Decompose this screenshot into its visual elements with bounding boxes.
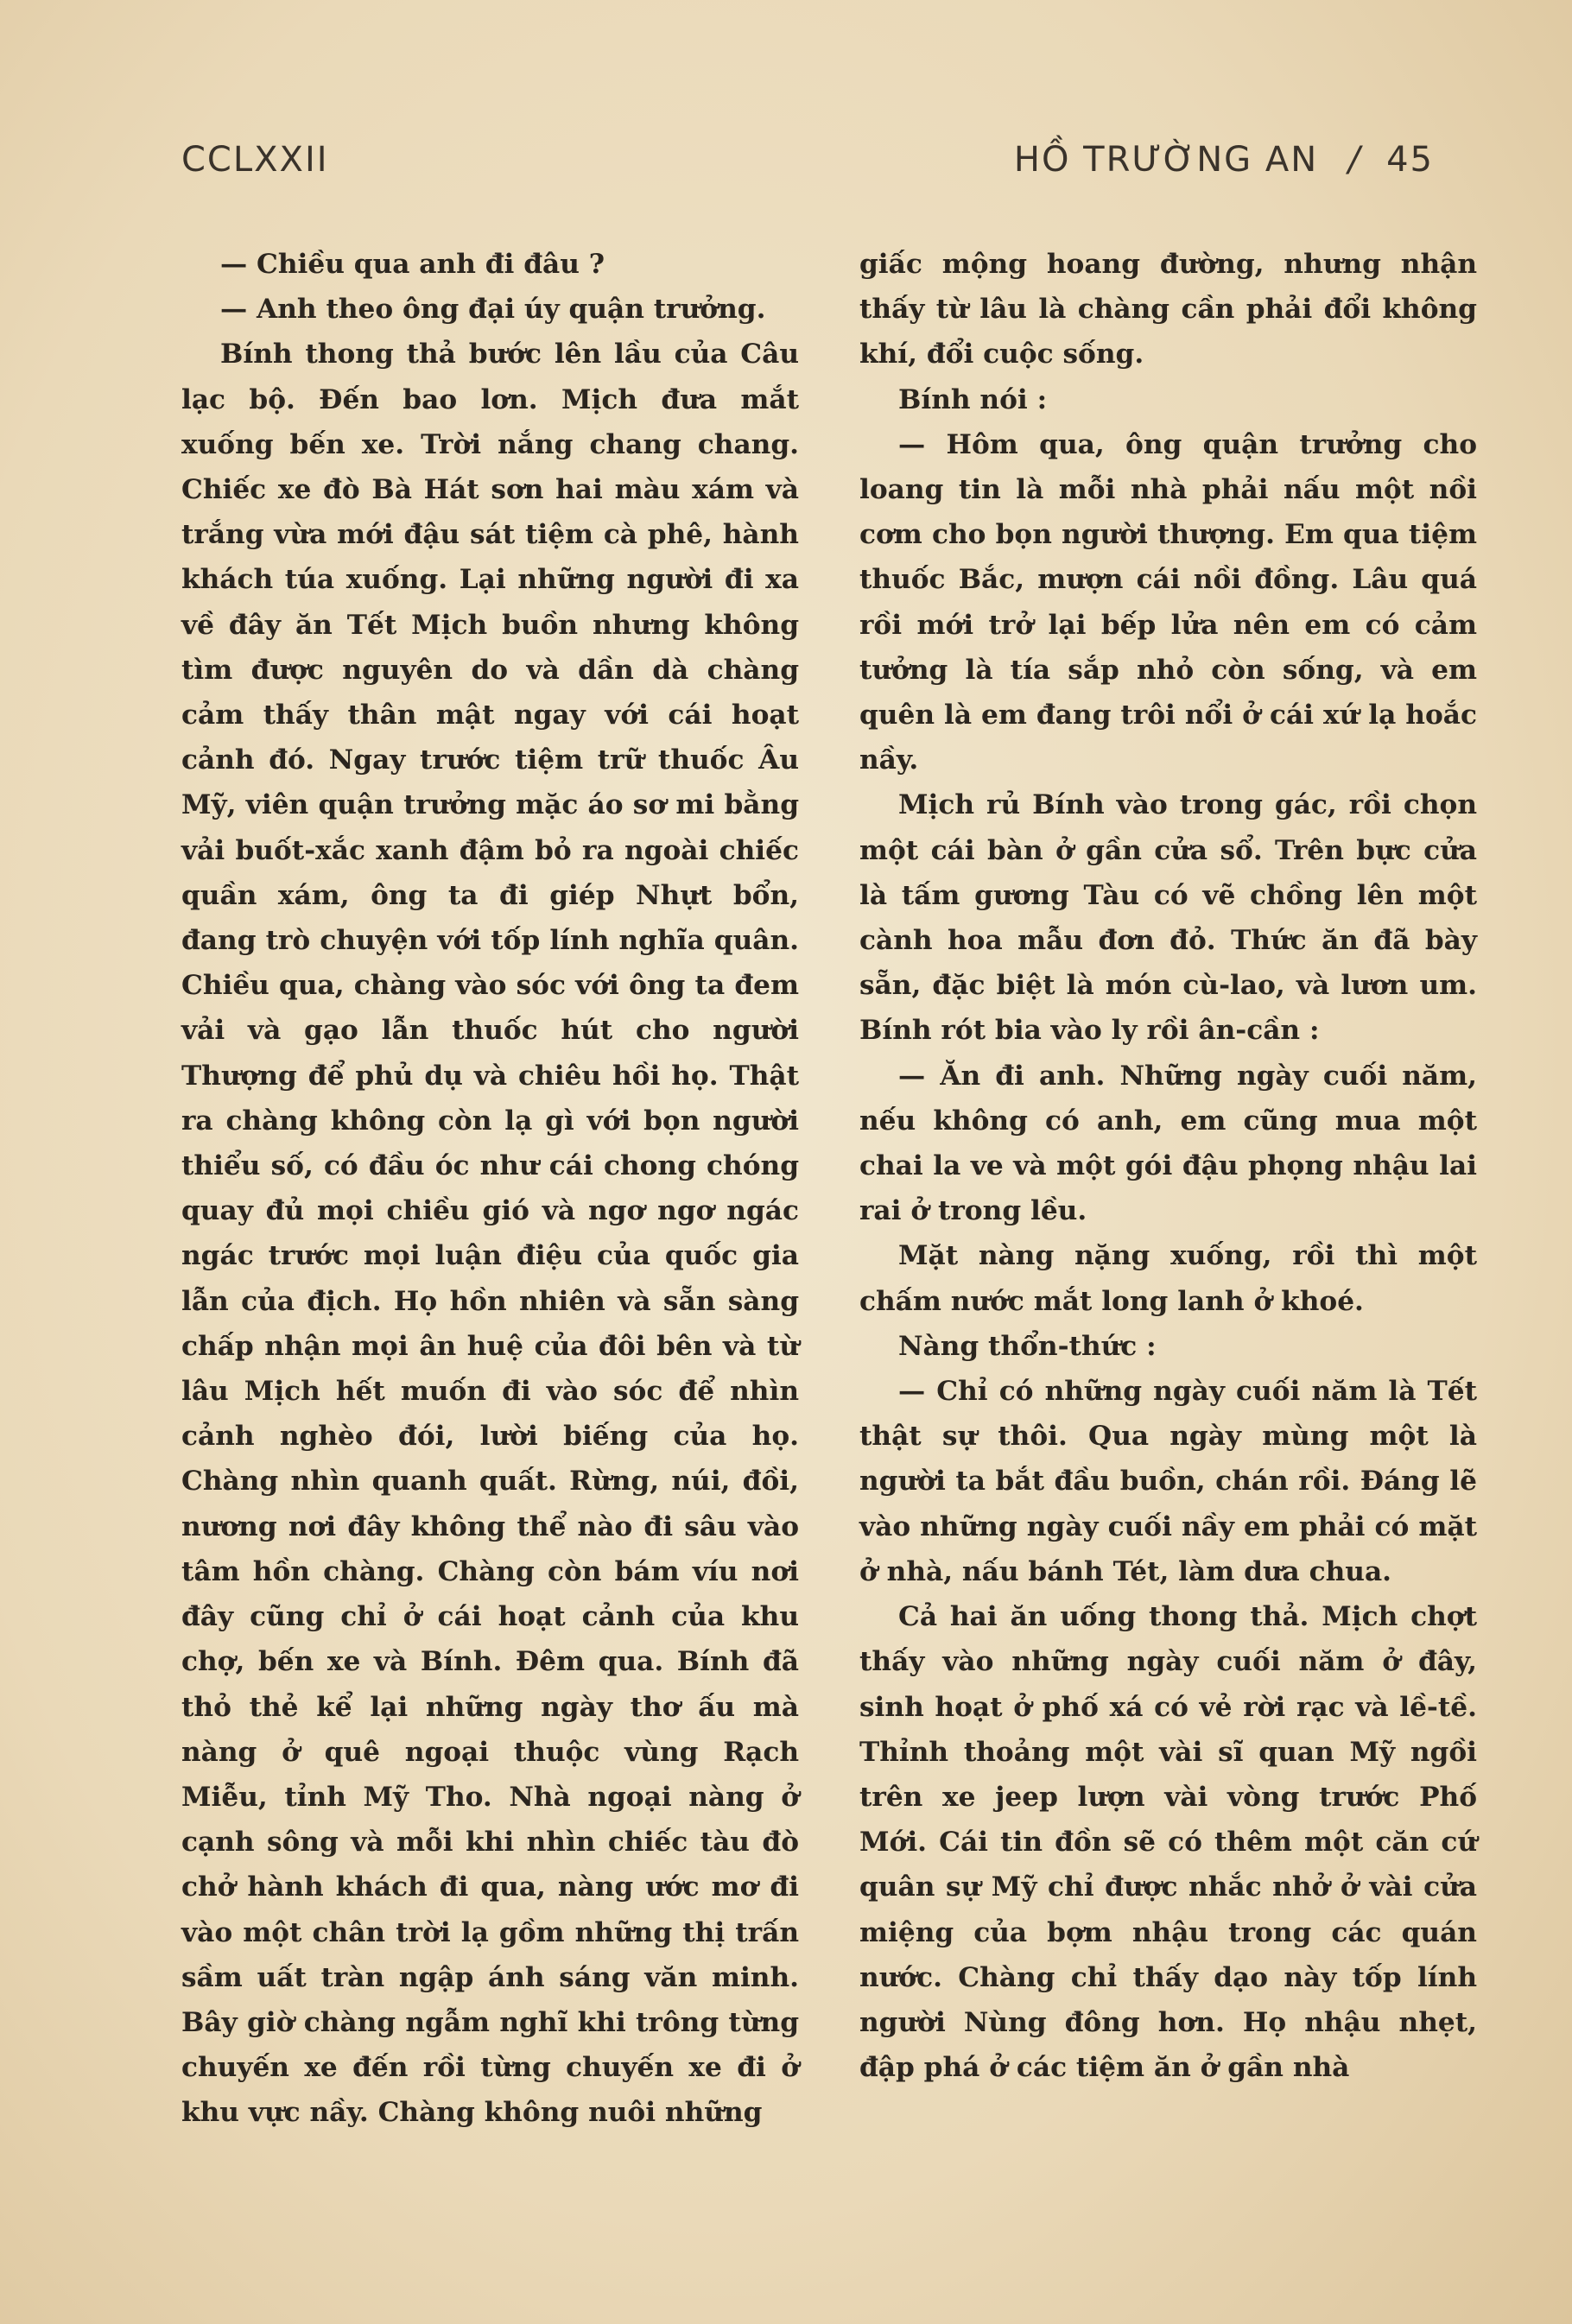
paragraph: — Anh theo ông đại úy quận trưởng. — [220, 294, 766, 326]
text-columns — [181, 242, 1477, 2194]
author-name: HỒ TRƯỜNG AN — [1013, 140, 1319, 180]
paragraph: Cả hai ăn uống thong thả. Mịch chợt thấy vào những ngày cuối năm ở đây, sinh hoạt ở phố xá có vẻ rời rạc và lề-tề. Thỉnh thoảng một vài sĩ quan Mỹ ngồi trên xe jeep lượn vài vòng trước Phố Mới. Cái tin đồn sẽ có thêm một căn cứ quân sự Mỹ chỉ được nhắc nhở ở vài cửa miệng của bợm nhậu trong các quán nước. Chàng chỉ thấy dạo này tốp lính người Nùng đông hơn. Họ nhậu nhẹt, đập phá ở các tiệm ăn ở gần nhà — [859, 1601, 1477, 2084]
issue-number: CCLXXII — [181, 140, 329, 180]
header-separator: / — [1347, 140, 1362, 180]
left-column — [181, 242, 799, 2194]
paragraph: Bính nói : — [898, 383, 1048, 415]
paragraph: Bính thong thả bước lên lầu của Câu lạc bộ. Đến bao lơn. Mịch đưa mắt xuống bến xe. Trời nắng chang chang. Chiếc xe đò Bà Hát sơn hai màu xám và trắng vừa mới đậu sát tiệm cà phê, hành khách túa xuống. Lại những người đi xa về đây ăn Tết Mịch buồn nhưng không tìm được nguyên do và dần dà chàng cảm thấy thân mật ngay với cái hoạt cảnh đó. Ngay trước tiệm trữ thuốc Âu Mỹ, viên quận trưởng mặc áo sơ mi bằng vải buốt-xắc xanh đậm bỏ ra ngoài chiếc quần xám, ông ta đi giép Nhựt bổn, đang trò chuyện với tốp lính nghĩa quân. Chiều qua, chàng vào sóc với ông ta đem vải và gạo lẫn thuốc hút cho người Thượng để phủ dụ và chiêu hồi họ. Thật ra chàng không còn lạ gì với bọn người thiểu số, có đầu óc như cái chong chóng quay đủ mọi chiều gió và ngơ ngơ ngác ngác trước mọi luận điệu của quốc gia lẫn của địch. Họ hồn nhiên và sẵn sàng chấp nhận mọi ân huệ của đôi bên và từ lâu Mịch hết muốn đi vào sóc để nhìn cảnh nghèo đói, lười biếng của họ. Chàng nhìn quanh quất. Rừng, núi, đồi, nương nơi đây không thể nào đi sâu vào tâm hồn chàng. Chàng còn bám víu nơi đây cũng chỉ ở cái hoạt cảnh của khu chợ, bến xe và Bính. Đêm qua. Bính đã thỏ thẻ kể lại những ngày thơ ấu mà nàng ở quê ngoại thuộc vùng Rạch Miễu, tỉnh Mỹ Tho. Nhà ngoại nàng ở cạnh sông và mỗi khi nhìn chiếc tàu đò chở hành khách đi qua, nàng ước mơ đi vào một chân trời lạ gồm những thị trấn sầm uất tràn ngập ánh sáng văn minh. Bây giờ chàng ngẫm nghĩ khi trông từng chuyến xe đến rồi từng chuyến xe đi ở khu vực nầy. Chàng không nuôi những — [181, 339, 799, 2129]
paragraph: — Hôm qua, ông quận trưởng cho loang tin là mỗi nhà phải nấu một nồi cơm cho bọn người thượng. Em qua tiệm thuốc Bắc, mượn cái nồi đồng. Lâu quá rồi mới trở lại bếp lửa nên em có cảm tưởng là tía sắp nhỏ còn sống, và em quên là em đang trôi nổi ở cái xứ lạ hoắc nầy. — [859, 428, 1477, 776]
paragraph: Nàng thổn-thức : — [898, 1330, 1157, 1362]
page-number: 45 — [1386, 140, 1434, 180]
page-header — [181, 140, 1434, 180]
right-column — [859, 242, 1477, 2194]
paragraph: — Ăn đi anh. Những ngày cuối năm, nếu không có anh, em cũng mua một chai la ve và một gói đậu phọng nhậu lai rai ở trong lều. — [859, 1060, 1477, 1227]
paragraph: Mịch rủ Bính vào trong gác, rồi chọn một cái bàn ở gần cửa sổ. Trên bực cửa là tấm gương Tàu có vẽ chồng lên một cành hoa mẫu đơn đỏ. Thức ăn đã bày sẵn, đặc biệt là món cù-lao, và lươn um. Bính rót bia vào ly rồi ân-cần : — [859, 789, 1477, 1047]
header-right — [1014, 140, 1434, 180]
paragraph: — Chiều qua anh đi đâu ? — [220, 249, 605, 280]
paragraph: — Chỉ có những ngày cuối năm là Tết thật sự thôi. Qua ngày mùng một là người ta bắt đầu buồn, chán rồi. Đáng lẽ vào những ngày cuối nầy em phải có mặt ở nhà, nấu bánh Tét, làm dưa chua. — [859, 1376, 1477, 1587]
paragraph: Mặt nàng nặng xuống, rồi thì một chấm nước mắt long lanh ở khoé. — [859, 1240, 1477, 1317]
paragraph: giấc mộng hoang đường, nhưng nhận thấy từ lâu là chàng cần phải đổi không khí, đổi cuộc sống. — [859, 249, 1477, 370]
